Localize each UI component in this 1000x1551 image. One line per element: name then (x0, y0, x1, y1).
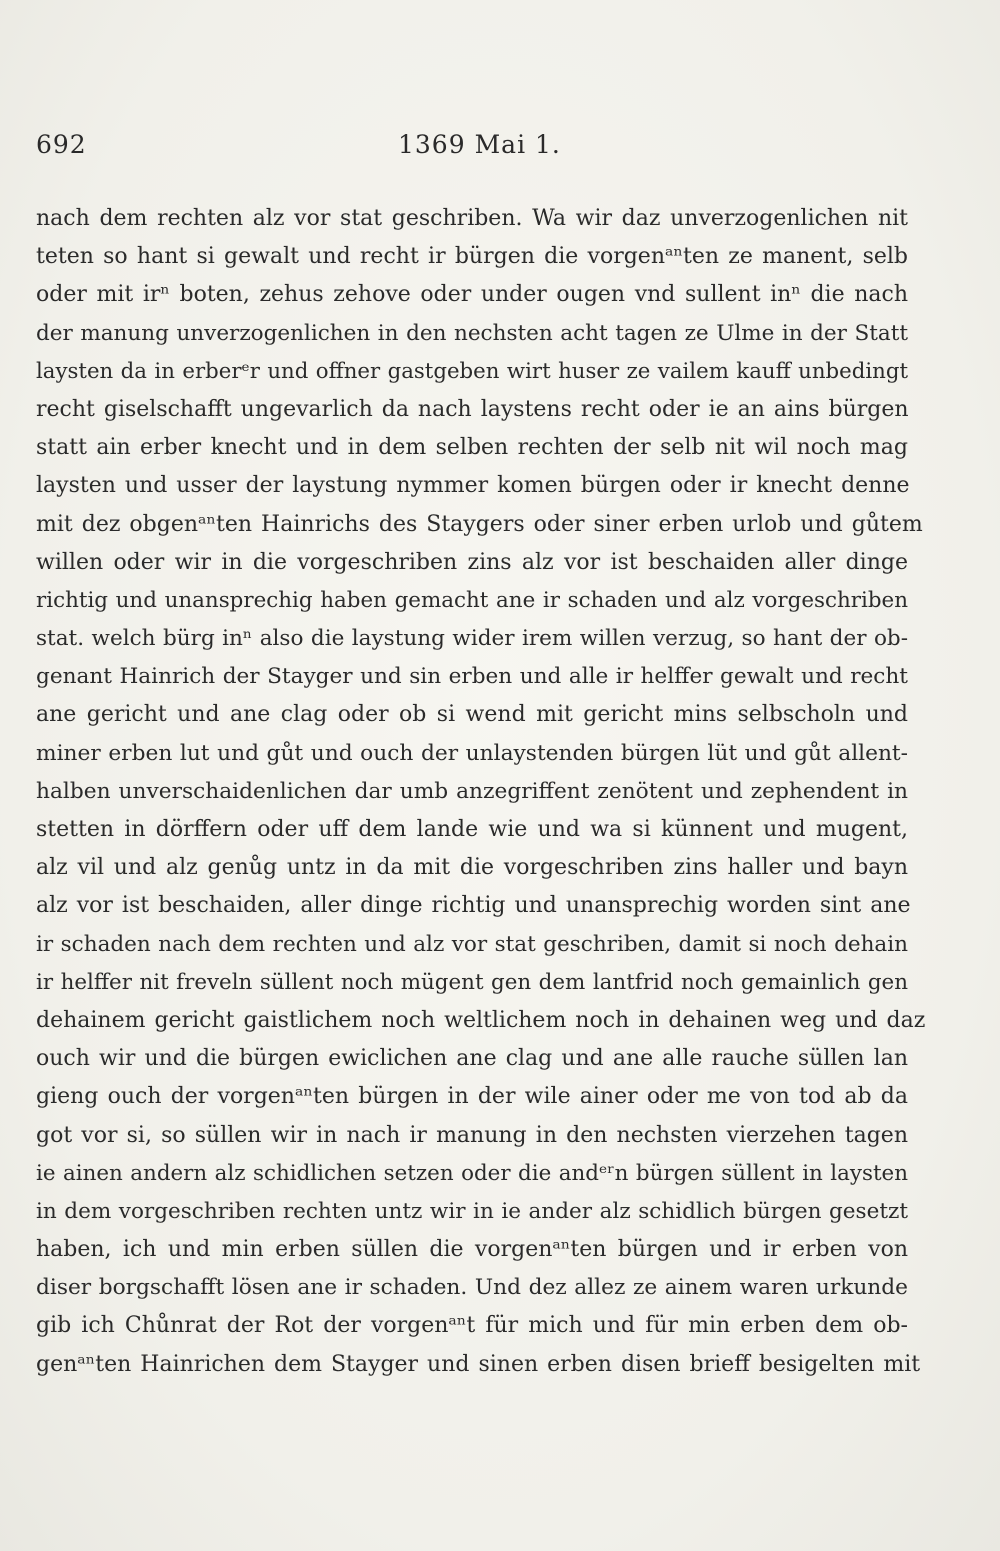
text-line: teten so hant si gewalt und recht ir bürgen die vorgenᵃⁿten ze manent, selb (36, 244, 908, 270)
page-header (36, 130, 916, 170)
text-line: alz vil und alz genůg untz in da mit die vorgeschriben zins haller und bayn (36, 855, 908, 881)
text-line: mit dez obgenᵃⁿten Hainrichs des Staygers oder siner erben urlob und gůtem (36, 511, 923, 537)
text-line: oder mit irⁿ boten, zehus zehove oder under ougen vnd sullent inⁿ die nach (36, 282, 908, 308)
text-line: halben unverschaidenlichen dar umb anzegriffent zenötent und zephendent in (36, 778, 908, 804)
text-line: in dem vorgeschriben rechten untz wir in ie ander alz schidlich bürgen gesetzt (36, 1198, 908, 1224)
text-line: ie ainen andern alz schidlichen setzen oder die andᵉʳn bürgen süllent in laysten (36, 1160, 908, 1186)
text-line: ir helffer nit freveln süllent noch mügent gen dem lantfrid noch gemainlich gen (36, 969, 908, 995)
text-line: haben, ich und min erben süllen die vorgenᵃⁿten bürgen und ir erben von (36, 1237, 908, 1263)
text-line: dehainem gericht gaistlichem noch weltlichem noch in dehainen weg und daz (36, 1007, 926, 1033)
text-line: ane gericht und ane clag oder ob si wend mit gericht mins selbscholn und (36, 702, 908, 728)
page-number: 692 (36, 130, 87, 159)
header-title: 1369 Mai 1. (398, 130, 561, 159)
text-line: nach dem rechten alz vor stat geschriben. Wa wir daz unverzogenlichen nit (36, 206, 908, 231)
text-line: stetten in dörffern oder uff dem lande wie und wa si künnent und mugent, (36, 817, 908, 842)
text-line: willen oder wir in die vorgeschriben zins alz vor ist beschaiden aller dinge (36, 549, 908, 575)
text-line: miner erben lut und gůt und ouch der unlaystenden bürgen lüt und gůt allent- (36, 740, 908, 766)
text-line: laysten da in erberᵉr und offner gastgeben wirt huser ze vailem kauff unbedingt (36, 358, 908, 384)
text-line: recht giselschafft ungevarlich da nach laystens recht oder ie an ains bürgen (36, 396, 909, 422)
text-line: ouch wir und die bürgen ewiclichen ane clag und ane alle rauche süllen lan (36, 1046, 908, 1072)
text-line: genᵃⁿten Hainrichen dem Stayger und sinen erben disen brieff besigelten mit (36, 1351, 921, 1377)
text-line: got vor si, so süllen wir in nach ir manung in den nechsten vierzehen tagen (36, 1122, 908, 1148)
text-line: der manung unverzogenlichen in den nechsten acht tagen ze Ulme in der Statt (36, 320, 908, 346)
text-line: statt ain erber knecht und in dem selben rechten der selb nit wil noch mag (36, 435, 908, 461)
text-line: gieng ouch der vorgenᵃⁿten bürgen in der wile ainer oder me von tod ab da (36, 1084, 908, 1110)
body-text (36, 200, 926, 1384)
text-line: genant Hainrich der Stayger und sin erben und alle ir helffer gewalt und recht (36, 664, 908, 690)
text-line: diser borgschafft lösen ane ir schaden. Und dez allez ze ainem waren urkunde (36, 1275, 908, 1301)
text-line: gib ich Chůnrat der Rot der vorgenᵃⁿt für mich und für min erben dem ob- (36, 1313, 908, 1339)
text-line: ir schaden nach dem rechten und alz vor stat geschriben, damit si noch dehain (36, 931, 908, 957)
text-line: alz vor ist beschaiden, aller dinge richtig und unansprechig worden sint ane (36, 893, 911, 919)
text-line: laysten und usser der laystung nymmer komen bürgen oder ir knecht denne (36, 473, 910, 499)
text-line: stat. welch bürg inⁿ also die laystung wider irem willen verzug, so hant der ob- (36, 626, 908, 652)
text-line: richtig und unansprechig haben gemacht ane ir schaden und alz vorgeschriben (36, 587, 908, 613)
